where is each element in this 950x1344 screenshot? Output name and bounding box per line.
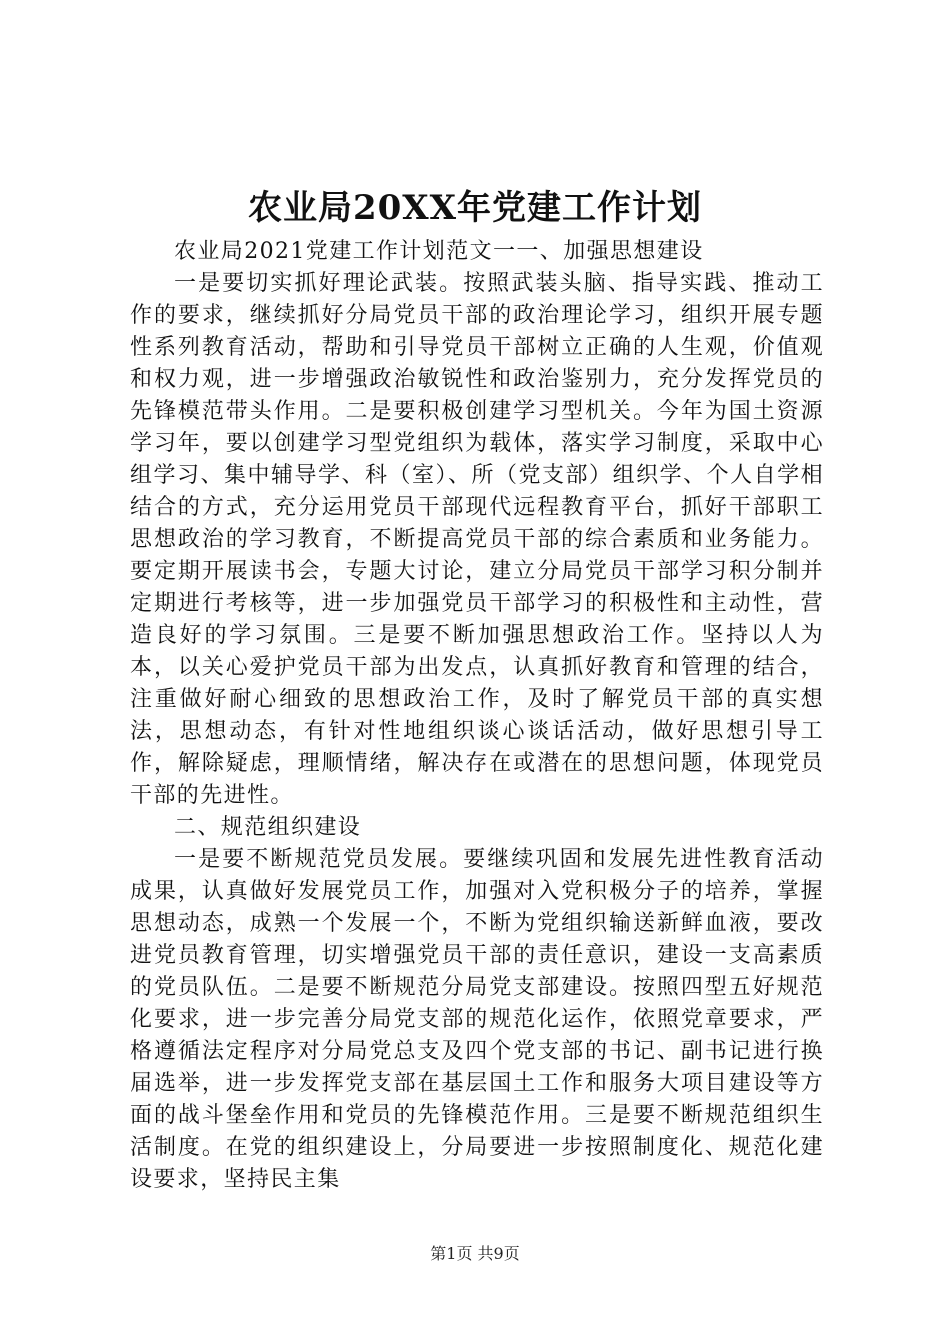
section-heading: 二、规范组织建设 (174, 815, 362, 840)
body-paragraph: 一是要切实抓好理论武装。按照武装头脑、指导实践、推动工作的要求，继续抓好分局党员干部的政治理论学习，组织开展专题性系列教育活动，帮助和引导党员干部树立正确的人生观，价值观和权力观，进一步增强政治敏锐性和政治鉴别力，充分发挥党员的先锋模范带头作用。二是要积极创建学习型机关。今年为国土资源学习年，要以创建学习型党组织为载体，落实学习制度，采取中心组学习、集中辅导学、科（室）、所（党支部）组织学、个人自学相结合的方式，充分运用党员干部现代远程教育平台，抓好干部职工思想政治的学习教育，不断提高党员干部的综合素质和业务能力。要定期开展读书会，专题大讨论，建立分局党员干部学习积分制并定期进行考核等，进一步加强党员干部学习的积极性和主动性，营造良好的学习氛围。三是要不断加强思想政治工作。坚持以人为本，以关心爱护党员干部为出发点，认真抓好教育和管理的结合，注重做好耐心细致的思想政治工作，及时了解党员干部的真实想法，思想动态，有针对性地组织谈心谈话活动，做好思想引导工作，解除疑虑，理顺情绪，解决存在或潜在的思想问题，体现党员干部的先进性。 (130, 271, 824, 808)
document-title: 农业局20XX年党建工作计划 (247, 188, 703, 228)
page-number-footer: 第1页 共9页 (430, 1244, 520, 1263)
body-paragraph: 一是要不断规范党员发展。要继续巩固和发展先进性教育活动成果，认真做好发展党员工作，加强对入党积极分子的培养，掌握思想动态，成熟一个发展一个，不断为党组织输送新鲜血液，要改进党员教育管理，切实增强党员干部的责任意识，建设一支高素质的党员队伍。二是要不断规范分局党支部建设。按照四型五好规范化要求，进一步完善分局党支部的规范化运作，依照党章要求，严格遵循法定程序对分局党总支及四个党支部的书记、副书记进行换届选举，进一步发挥党支部在基层国土工作和服务大项目建设等方面的战斗堡垒作用和党员的先锋模范作用。三是要不断规范组织生活制度。在党的组织建设上，分局要进一步按照制度化、规范化建设要求，坚持民主集 (130, 847, 824, 1192)
body-paragraph: 农业局2021党建工作计划范文一一、加强思想建设 (174, 239, 704, 264)
document-body (130, 236, 824, 1196)
